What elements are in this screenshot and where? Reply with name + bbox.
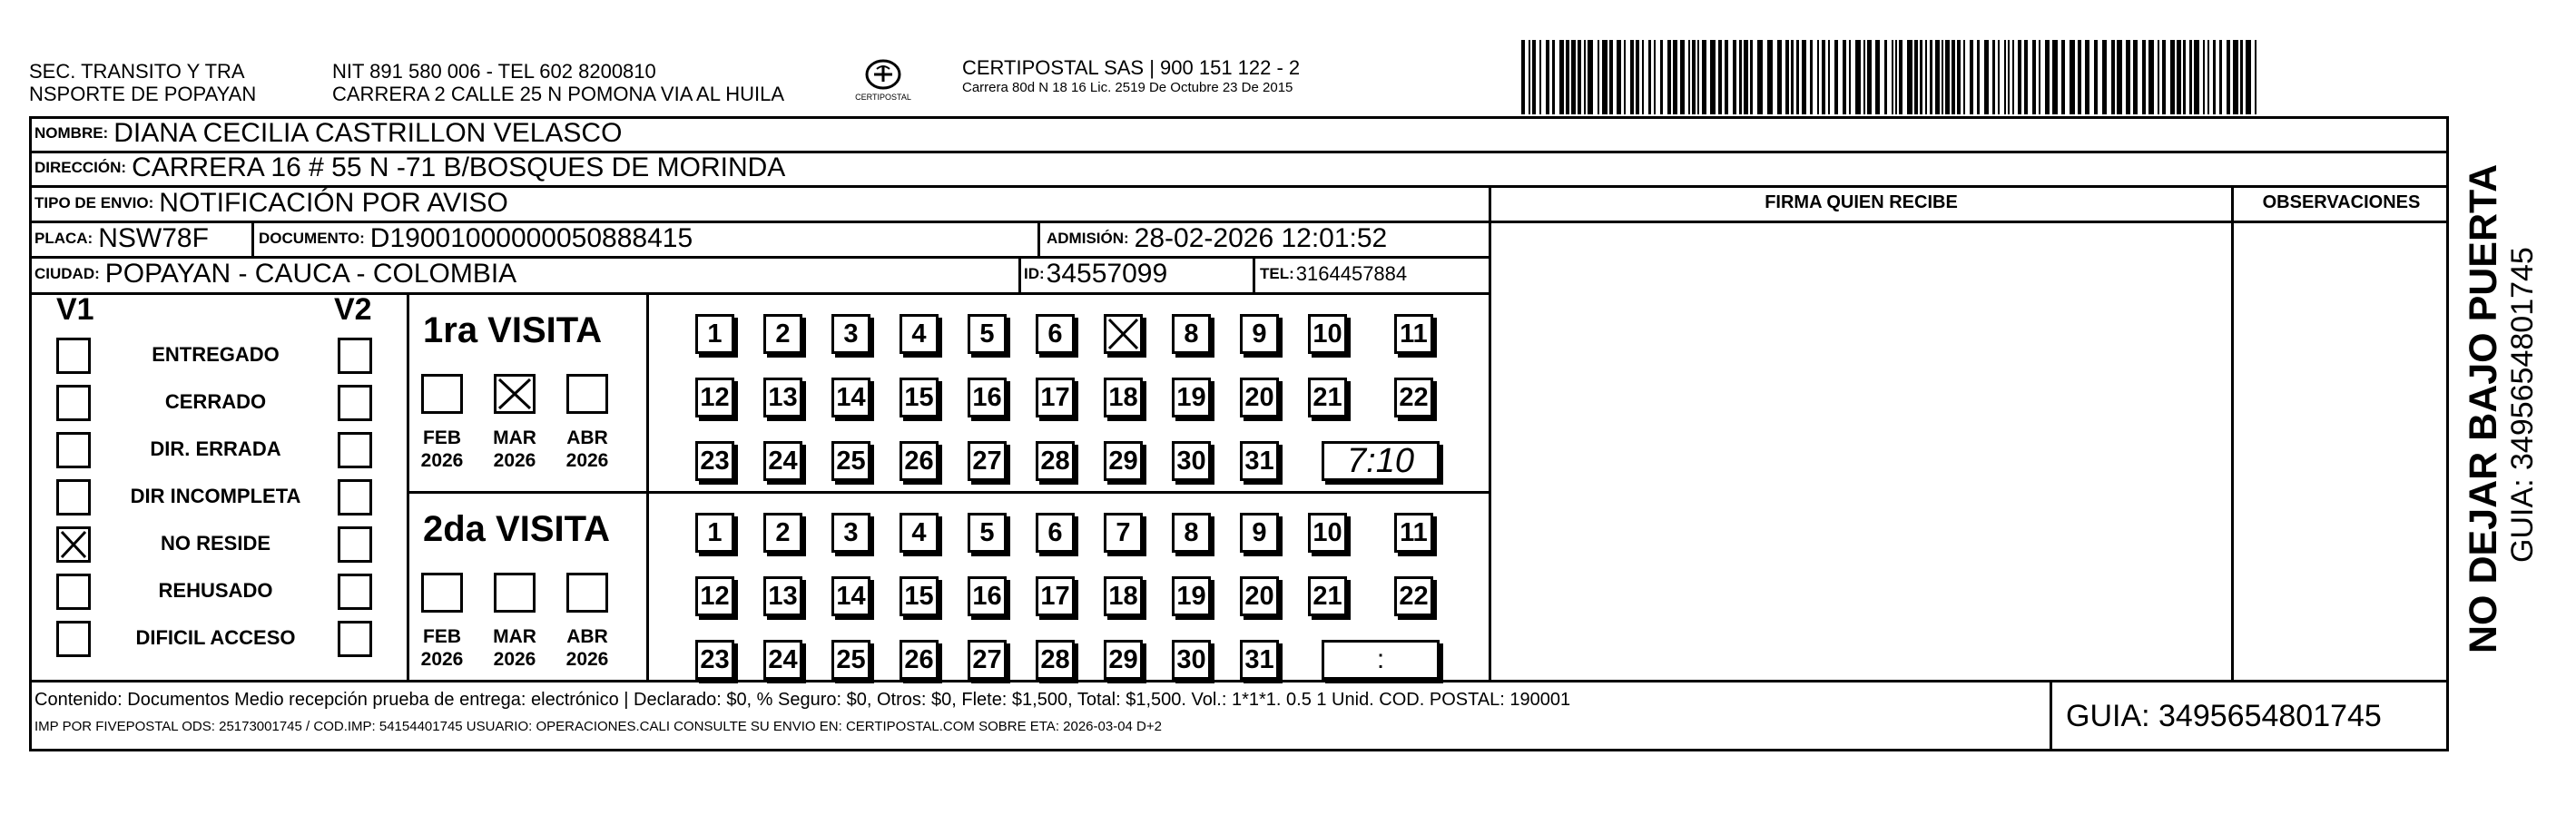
barcode-bar xyxy=(2158,40,2159,114)
barcode-bar xyxy=(1739,40,1742,114)
day-checkbox[interactable]: 6 xyxy=(1036,513,1075,553)
barcode-bar xyxy=(2032,40,2036,114)
day-checkbox[interactable]: 18 xyxy=(1104,378,1143,417)
status-v1-checkbox[interactable] xyxy=(56,621,91,657)
barcode-bar xyxy=(2008,40,2010,114)
barcode-bar xyxy=(2070,40,2075,114)
day-checkbox[interactable]: 4 xyxy=(900,314,939,354)
barcode-bar xyxy=(2012,40,2014,114)
month-label xyxy=(488,427,541,472)
shipment-type-row xyxy=(34,185,508,221)
barcode-bar xyxy=(1654,40,1656,114)
barcode-bar xyxy=(1624,40,1626,114)
day-checkbox[interactable]: 21 xyxy=(1308,576,1347,616)
day-checkbox[interactable]: 23 xyxy=(695,441,734,481)
visit-time-field[interactable]: : xyxy=(1322,640,1440,680)
month-year: 2026 xyxy=(420,450,464,471)
status-label: ENTREGADO xyxy=(152,343,280,366)
barcode-bar xyxy=(1767,40,1773,114)
barcode-bar xyxy=(2177,40,2181,114)
month-label xyxy=(416,427,468,472)
barcode-bar xyxy=(1817,40,1819,114)
svg-text:CERTIPOSTAL: CERTIPOSTAL xyxy=(855,93,911,102)
barcode-bar xyxy=(1609,40,1613,114)
name-label: NOMBRE: xyxy=(34,124,109,142)
day-checkbox[interactable]: 3 xyxy=(831,314,870,354)
month-year: 2026 xyxy=(493,649,536,670)
barcode-bar xyxy=(1602,40,1608,114)
barcode-bar xyxy=(2052,40,2058,114)
day-checkbox[interactable] xyxy=(1104,314,1143,354)
visit-title: 2da VISITA xyxy=(423,509,610,549)
day-checkbox[interactable]: 28 xyxy=(1036,640,1075,680)
status-label: CERRADO xyxy=(164,390,267,413)
shipment-type-label: TIPO DE ENVIO: xyxy=(34,193,154,211)
document-label: DOCUMENTO: xyxy=(259,229,365,247)
barcode-bar xyxy=(1863,40,1865,114)
status-v1-checkbox[interactable] xyxy=(56,526,91,563)
barcode-bar xyxy=(1907,40,1912,114)
barcode-bar xyxy=(1977,40,1980,114)
barcode-bar xyxy=(1702,40,1706,114)
recipient-address-row xyxy=(34,151,785,185)
company-name: CERTIPOSTAL SAS | 900 151 122 - 2 xyxy=(962,56,1301,79)
barcode-bar xyxy=(1930,40,1932,114)
day-checkbox[interactable]: 24 xyxy=(763,441,802,481)
day-checkbox[interactable]: 13 xyxy=(763,378,802,417)
status-v2-checkbox[interactable] xyxy=(338,574,372,610)
barcode-bar xyxy=(1673,40,1677,114)
month-label xyxy=(561,625,614,671)
plate-value: NSW78F xyxy=(98,222,209,253)
day-checkbox[interactable]: 14 xyxy=(831,576,870,616)
day-checkbox[interactable]: 1 xyxy=(695,314,734,354)
barcode-bar xyxy=(2183,40,2186,114)
barcode-bar xyxy=(2102,40,2107,114)
status-v2-checkbox[interactable] xyxy=(338,338,372,374)
day-checkbox[interactable]: 8 xyxy=(1172,513,1211,553)
status-label: REHUSADO xyxy=(158,579,273,602)
day-checkbox[interactable]: 15 xyxy=(900,378,939,417)
sender-address: CARRERA 2 CALLE 25 N POMONA VIA AL HUILA xyxy=(332,83,785,105)
day-checkbox[interactable]: 22 xyxy=(1394,576,1433,616)
day-checkbox[interactable]: 31 xyxy=(1240,640,1279,680)
company-license: Carrera 80d N 18 16 Lic. 2519 De Octubre 23 De 2015 xyxy=(962,80,1293,95)
barcode-bar xyxy=(2024,40,2028,114)
company-info xyxy=(962,56,1300,97)
barcode-bar xyxy=(2142,40,2146,114)
barcode-bar xyxy=(1521,40,1525,114)
day-checkbox[interactable]: 1 xyxy=(695,513,734,553)
barcode-bar xyxy=(2219,40,2222,114)
id-label: ID: xyxy=(1024,265,1045,282)
status-v1-checkbox[interactable] xyxy=(56,385,91,421)
barcode-bar xyxy=(1539,40,1541,114)
sender-name xyxy=(29,60,256,105)
day-checkbox[interactable]: 11 xyxy=(1394,314,1433,354)
month-label xyxy=(416,625,468,671)
month-checkbox[interactable] xyxy=(421,573,463,613)
status-v2-checkbox[interactable] xyxy=(338,432,372,468)
barcode-bar xyxy=(1725,40,1728,114)
status-v1-checkbox[interactable] xyxy=(56,432,91,468)
day-checkbox[interactable]: 26 xyxy=(900,441,939,481)
barcode-bar xyxy=(2233,40,2238,114)
barcode-bar xyxy=(2213,40,2216,114)
barcode-bar xyxy=(2045,40,2050,114)
barcode-bar xyxy=(1697,40,1699,114)
barcode-bar xyxy=(2085,40,2089,114)
barcode-bar xyxy=(1899,40,1903,114)
barcode-bar xyxy=(2039,40,2040,114)
sender-line-1: SEC. TRANSITO Y TRA xyxy=(29,60,245,83)
barcode-bar xyxy=(1710,40,1716,114)
day-checkbox[interactable]: 25 xyxy=(831,640,870,680)
recipient-name-row xyxy=(34,116,622,151)
day-checkbox[interactable]: 9 xyxy=(1240,314,1279,354)
barcode-bar xyxy=(2207,40,2209,114)
barcode-bar xyxy=(1532,40,1536,114)
footer-contents: Contenido: Documentos Medio recepción prueba de entrega: electrónico | Declarado: $0, % Seguro: $0, Otros: $0, Flete: $1,500, Total: $1,500. Vol.: 1*1*1. 0.5 1 Unid. COD. POSTAL: 190001 xyxy=(34,690,1571,710)
side-tracking-number: GUIA: 3495654801745 xyxy=(2505,247,2540,563)
day-checkbox[interactable]: 10 xyxy=(1308,314,1347,354)
barcode-bar xyxy=(1598,40,1599,114)
document-cell xyxy=(259,221,693,256)
barcode xyxy=(1521,40,2266,114)
barcode-bar xyxy=(1733,40,1736,114)
day-checkbox[interactable]: 28 xyxy=(1036,441,1075,481)
city-label: CIUDAD: xyxy=(34,265,100,282)
visit-title: 1ra VISITA xyxy=(423,310,603,350)
barcode-bar xyxy=(2227,40,2230,114)
visit-time-field[interactable]: 7:10 xyxy=(1322,441,1440,481)
month-name: MAR xyxy=(493,427,536,448)
barcode-bar xyxy=(1942,40,1943,114)
plate-label: PLACA: xyxy=(34,229,93,247)
barcode-bar xyxy=(1642,40,1644,114)
day-checkbox[interactable]: 12 xyxy=(695,378,734,417)
recipient-address: CARRERA 16 # 55 N -71 B/BOSQUES DE MORINDA xyxy=(132,152,786,182)
barcode-bar xyxy=(1810,40,1813,114)
sender-nit: NIT 891 580 006 - TEL 602 8200810 xyxy=(332,60,656,83)
v1-header: V1 xyxy=(56,292,94,327)
month-year: 2026 xyxy=(420,649,464,670)
barcode-bar xyxy=(2170,40,2175,114)
barcode-bar xyxy=(1935,40,1940,114)
admission-cell xyxy=(1047,221,1387,256)
day-checkbox[interactable]: 12 xyxy=(695,576,734,616)
barcode-bar xyxy=(1718,40,1722,114)
day-checkbox[interactable]: 22 xyxy=(1394,378,1433,417)
status-v2-checkbox[interactable] xyxy=(338,385,372,421)
day-checkbox[interactable]: 11 xyxy=(1394,513,1433,553)
day-checkbox[interactable]: 29 xyxy=(1104,441,1143,481)
barcode-bar xyxy=(2078,40,2081,114)
month-name: ABR xyxy=(566,626,608,647)
id-cell xyxy=(1024,256,1167,292)
day-checkbox[interactable]: 25 xyxy=(831,441,870,481)
signature-header: FIRMA QUIEN RECIBE xyxy=(1765,192,1958,212)
month-checkbox[interactable] xyxy=(421,374,463,414)
id-value: 34557099 xyxy=(1046,259,1168,289)
barcode-bar xyxy=(1892,40,1893,114)
barcode-bar xyxy=(1750,40,1753,114)
barcode-bar xyxy=(1945,40,1950,114)
day-checkbox[interactable]: 23 xyxy=(695,640,734,680)
barcode-bar xyxy=(1895,40,1897,114)
barcode-bar xyxy=(1777,40,1782,114)
barcode-bar xyxy=(1828,40,1830,114)
status-v2-checkbox[interactable] xyxy=(338,621,372,657)
day-checkbox[interactable]: 30 xyxy=(1172,640,1211,680)
barcode-bar xyxy=(2061,40,2065,114)
barcode-bar xyxy=(1992,40,1995,114)
day-checkbox[interactable]: 16 xyxy=(968,378,1007,417)
day-checkbox[interactable]: 3 xyxy=(831,513,870,553)
certipostal-logo xyxy=(842,53,924,113)
barcode-bar xyxy=(1791,40,1794,114)
day-checkbox[interactable]: 15 xyxy=(900,576,939,616)
day-checkbox[interactable]: 2 xyxy=(763,513,802,553)
day-checkbox[interactable]: 18 xyxy=(1104,576,1143,616)
month-checkbox[interactable] xyxy=(566,573,608,613)
barcode-bar xyxy=(2004,40,2006,114)
barcode-bar xyxy=(1849,40,1851,114)
day-checkbox[interactable]: 6 xyxy=(1036,314,1075,354)
barcode-bar xyxy=(1884,40,1887,114)
footer-print-info: IMP POR FIVEPOSTAL ODS: 25173001745 / COD.IMP: 54154401745 USUARIO: OPERACIONES.CALI CONSULTE SU ENVIO EN: CERTIPOSTAL.COM SOBRE ETA: 2026-03-04 D+2 xyxy=(34,719,1162,734)
barcode-bar xyxy=(1920,40,1922,114)
month-year: 2026 xyxy=(565,450,609,471)
status-label: DIR. ERRADA xyxy=(150,437,281,460)
barcode-bar xyxy=(1588,40,1593,114)
month-name: FEB xyxy=(423,427,461,448)
barcode-bar xyxy=(2018,40,2021,114)
phone-cell xyxy=(1260,256,1407,292)
barcode-bar xyxy=(2126,40,2130,114)
day-checkbox[interactable]: 16 xyxy=(968,576,1007,616)
day-checkbox[interactable]: 19 xyxy=(1172,576,1211,616)
barcode-bar xyxy=(2194,40,2199,114)
barcode-bar xyxy=(1984,40,1989,114)
status-v1-checkbox[interactable] xyxy=(56,479,91,516)
barcode-bar xyxy=(2094,40,2098,114)
barcode-bar xyxy=(1667,40,1671,114)
barcode-bar xyxy=(1952,40,1955,114)
barcode-bar xyxy=(1785,40,1789,114)
do-not-leave-under-door-notice: NO DEJAR BAJO PUERTA xyxy=(2462,163,2505,653)
day-checkbox[interactable]: 4 xyxy=(900,513,939,553)
admission-label: ADMISIÓN: xyxy=(1047,229,1129,247)
status-label: DIFICIL ACCESO xyxy=(135,626,296,649)
barcode-bar xyxy=(1802,40,1806,114)
barcode-bar xyxy=(2162,40,2166,114)
month-name: ABR xyxy=(566,427,608,448)
barcode-bar xyxy=(1957,40,1961,114)
barcode-bar xyxy=(1559,40,1564,114)
barcode-bar xyxy=(1660,40,1663,114)
barcode-bar xyxy=(1998,40,2000,114)
barcode-bar xyxy=(2255,40,2256,114)
month-checkbox[interactable] xyxy=(566,374,608,414)
city-value: POPAYAN - CAUCA - COLOMBIA xyxy=(104,259,517,289)
day-checkbox[interactable]: 13 xyxy=(763,576,802,616)
day-checkbox[interactable]: 26 xyxy=(900,640,939,680)
barcode-bar xyxy=(1648,40,1651,114)
day-checkbox[interactable]: 7 xyxy=(1104,513,1143,553)
day-checkbox[interactable]: 5 xyxy=(968,314,1007,354)
barcode-bar xyxy=(1571,40,1576,114)
footer-tracking-number: GUIA: 3495654801745 xyxy=(2066,699,2382,733)
month-checkbox[interactable] xyxy=(494,573,536,613)
barcode-bar xyxy=(2240,40,2243,114)
shipment-type: NOTIFICACIÓN POR AVISO xyxy=(159,187,508,218)
day-checkbox[interactable]: 29 xyxy=(1104,640,1143,680)
month-name: MAR xyxy=(493,626,536,647)
barcode-bar xyxy=(1688,40,1690,114)
barcode-bar xyxy=(1822,40,1825,114)
sender-contact xyxy=(332,60,784,105)
day-checkbox[interactable]: 27 xyxy=(968,441,1007,481)
status-v2-checkbox[interactable] xyxy=(338,526,372,563)
barcode-bar xyxy=(1529,40,1530,114)
day-checkbox[interactable]: 19 xyxy=(1172,378,1211,417)
day-checkbox[interactable]: 10 xyxy=(1308,513,1347,553)
barcode-bar xyxy=(2246,40,2251,114)
barcode-bar xyxy=(1546,40,1549,114)
document-value: D19001000000050888415 xyxy=(369,222,693,253)
barcode-bar xyxy=(2148,40,2154,114)
city-cell xyxy=(34,256,516,292)
v2-header: V2 xyxy=(334,292,372,327)
day-checkbox[interactable]: 27 xyxy=(968,640,1007,680)
observations-header: OBSERVACIONES xyxy=(2262,192,2421,212)
address-label: DIRECCIÓN: xyxy=(34,159,127,176)
barcode-bar xyxy=(1636,40,1639,114)
day-checkbox[interactable]: 9 xyxy=(1240,513,1279,553)
day-checkbox[interactable]: 20 xyxy=(1240,378,1279,417)
day-checkbox[interactable]: 21 xyxy=(1308,378,1347,417)
barcode-bar xyxy=(2117,40,2122,114)
status-v1-checkbox[interactable] xyxy=(56,338,91,374)
barcode-bar xyxy=(1584,40,1586,114)
barcode-bar xyxy=(1834,40,1838,114)
day-checkbox[interactable]: 8 xyxy=(1172,314,1211,354)
barcode-bar xyxy=(1867,40,1872,114)
plate-cell xyxy=(34,221,209,256)
day-checkbox[interactable]: 2 xyxy=(763,314,802,354)
day-checkbox[interactable]: 24 xyxy=(763,640,802,680)
barcode-bar xyxy=(1925,40,1927,114)
month-year: 2026 xyxy=(565,649,609,670)
barcode-bar xyxy=(2189,40,2192,114)
barcode-bar xyxy=(1617,40,1621,114)
admission-value: 28-02-2026 12:01:52 xyxy=(1134,222,1388,253)
barcode-bar xyxy=(1796,40,1799,114)
barcode-bar xyxy=(2133,40,2138,114)
day-checkbox[interactable]: 20 xyxy=(1240,576,1279,616)
barcode-bar xyxy=(1970,40,1973,114)
phone-label: TEL: xyxy=(1260,265,1294,282)
status-label: DIR INCOMPLETA xyxy=(130,485,301,507)
month-label xyxy=(488,625,541,671)
day-checkbox[interactable]: 17 xyxy=(1036,378,1075,417)
sender-line-2: NSPORTE DE POPAYAN xyxy=(29,83,257,105)
status-v1-checkbox[interactable] xyxy=(56,574,91,610)
month-label xyxy=(561,427,614,472)
status-v2-checkbox[interactable] xyxy=(338,479,372,516)
day-checkbox[interactable]: 14 xyxy=(831,378,870,417)
month-checkbox[interactable] xyxy=(494,374,536,414)
barcode-bar xyxy=(1914,40,1918,114)
day-checkbox[interactable]: 30 xyxy=(1172,441,1211,481)
day-checkbox[interactable]: 31 xyxy=(1240,441,1279,481)
barcode-bar xyxy=(1630,40,1634,114)
barcode-bar xyxy=(1757,40,1763,114)
month-name: FEB xyxy=(423,626,461,647)
barcode-bar xyxy=(1578,40,1581,114)
barcode-bar xyxy=(1963,40,1965,114)
status-label: NO RESIDE xyxy=(160,532,271,555)
month-year: 2026 xyxy=(493,450,536,471)
barcode-bar xyxy=(1744,40,1748,114)
barcode-bar xyxy=(1552,40,1555,114)
phone-value: 3164457884 xyxy=(1295,262,1408,285)
day-checkbox[interactable]: 5 xyxy=(968,513,1007,553)
barcode-bar xyxy=(2203,40,2205,114)
day-checkbox[interactable]: 17 xyxy=(1036,576,1075,616)
barcode-bar xyxy=(1566,40,1569,114)
barcode-bar xyxy=(1855,40,1861,114)
barcode-bar xyxy=(1875,40,1880,114)
barcode-bar xyxy=(2111,40,2115,114)
barcode-bar xyxy=(1692,40,1696,114)
barcode-bar xyxy=(1680,40,1685,114)
recipient-name: DIANA CECILIA CASTRILLON VELASCO xyxy=(113,118,623,148)
barcode-bar xyxy=(1843,40,1846,114)
